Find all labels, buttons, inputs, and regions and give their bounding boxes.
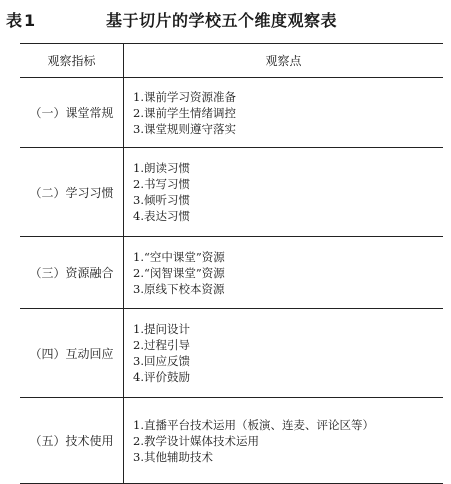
table-row (20, 398, 443, 484)
indicator-cell: （三）资源融合 (20, 237, 124, 309)
point-list (133, 160, 443, 224)
table-row (20, 148, 443, 237)
list-item: 4.表达习惯 (133, 209, 190, 223)
list-item: 2.书写习惯 (133, 177, 190, 191)
table-row (20, 78, 443, 148)
table-caption (6, 8, 445, 32)
observation-table (20, 43, 443, 484)
list-item: 2.“闵智课堂”资源 (133, 265, 225, 280)
header-indicator: 观察指标 (20, 44, 124, 78)
point-list (133, 417, 443, 465)
table-row (20, 237, 443, 309)
list-item: 3.课堂规则遵守落实 (133, 121, 236, 136)
list-item: 1.提问设计 (133, 322, 190, 336)
list-item: 1.课前学习资源准备 (133, 89, 236, 104)
list-item: 3.倾听习惯 (133, 193, 190, 207)
points-cell (124, 237, 444, 309)
list-item: 2.教学设计媒体技术运用 (133, 433, 259, 448)
header-row (20, 44, 443, 78)
indicator-cell: （五）技术使用 (20, 398, 124, 484)
point-list (133, 89, 443, 137)
list-item: 3.其他辅助技术 (133, 449, 213, 464)
points-cell (124, 309, 444, 398)
list-item: 1.直播平台技术运用（板演、连麦、评论区等） (133, 417, 374, 432)
header-points: 观察点 (124, 44, 444, 78)
list-item: 1.朗读习惯 (133, 161, 190, 175)
point-list (133, 249, 443, 297)
table-row (20, 309, 443, 398)
indicator-cell: （二）学习习惯 (20, 148, 124, 237)
point-list (133, 321, 443, 385)
list-item: 2.课前学生情绪调控 (133, 105, 236, 120)
table-number: 表1 (6, 11, 38, 30)
points-cell (124, 78, 444, 148)
list-item: 1.“空中课堂”资源 (133, 249, 225, 264)
table-title: 基于切片的学校五个维度观察表 (106, 11, 338, 30)
indicator-cell: （四）互动回应 (20, 309, 124, 398)
indicator-cell: （一）课堂常规 (20, 78, 124, 148)
points-cell (124, 398, 444, 484)
list-item: 3.回应反馈 (133, 354, 190, 368)
list-item: 2.过程引导 (133, 338, 190, 352)
points-cell (124, 148, 444, 237)
list-item: 4.评价鼓励 (133, 370, 190, 384)
list-item: 3.原线下校本资源 (133, 281, 225, 296)
